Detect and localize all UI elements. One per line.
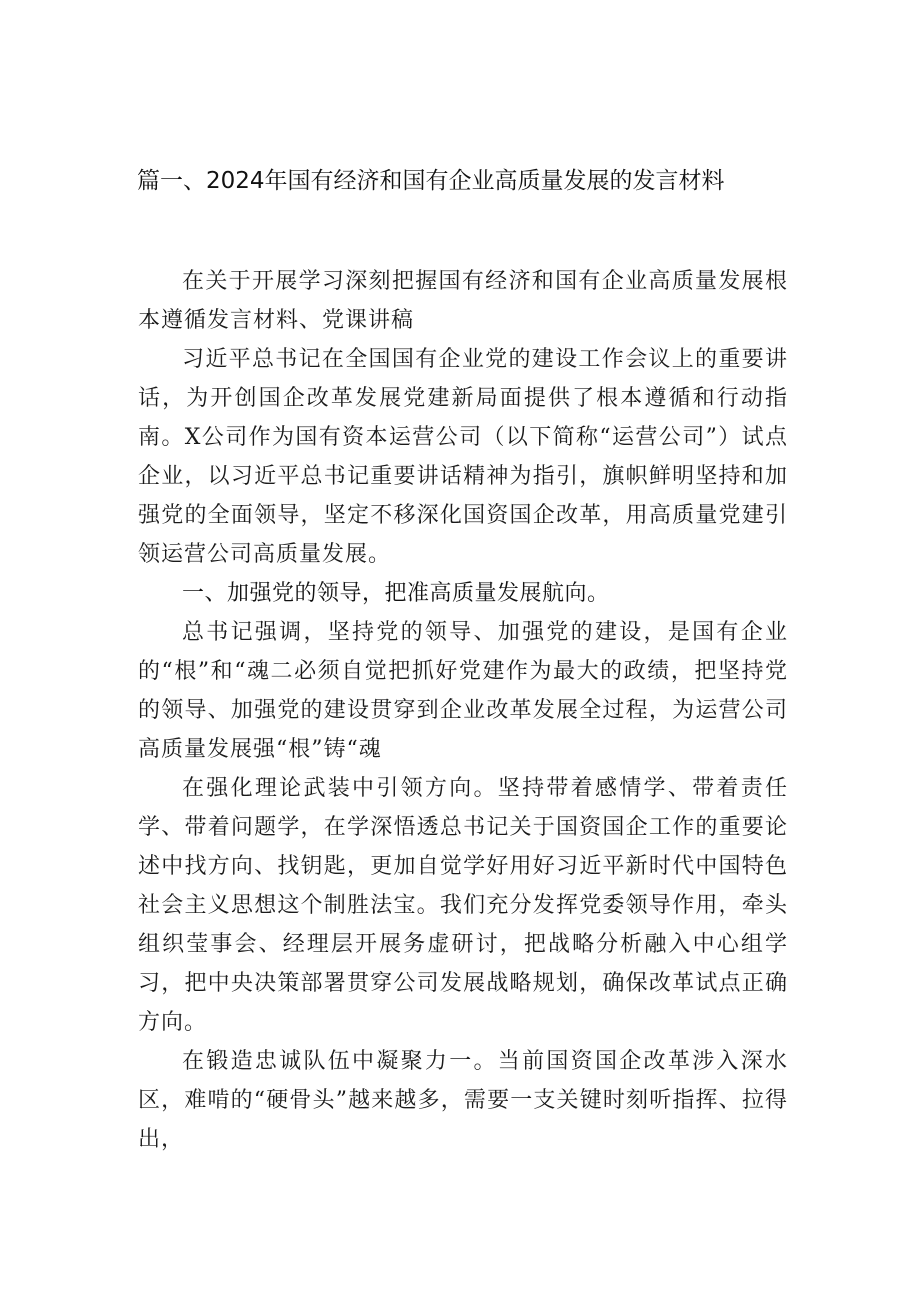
body-paragraph: 在锻造忠诚队伍中凝聚力一。当前国资国企改革涉入深水区，难啃的“硬骨头”越来越多，需要一支关键时刻听指挥、拉得出， <box>138 1049 788 1152</box>
document-title: 篇一、2024年国有经济和国有企业高质量发展的发言材料 <box>137 168 725 194</box>
body-paragraph: 在强化理论武装中引领方向。坚持带着感情学、带着责任学、带着问题学，在学深悟透总书记关于国资国企工作的重要论述中找方向、找钥匙，更加自觉学好用好习近平新时代中国特色社会主义思想这个制胜法宝。我们充分发挥党委领导作用，牵头组织莹事会、经理层开展务虚研讨，把战略分析融入中心组学习，把中央决策部署贯穿公司发展战略规划，确保改革试点正确方向。 <box>138 776 788 1035</box>
body-paragraph: 总书记强调，坚持党的领导、加强党的建设，是国有企业的“根”和“魂二必须自觉把抓好党建作为最大的政绩，把坚持党的领导、加强党的建设贯穿到企业改革发展全过程，为运营公司高质量发展强“根”铸“魂 <box>138 620 788 762</box>
body-paragraph: 习近平总书记在全国国有企业党的建设工作会议上的重要讲话，为开创国企改革发展党建新局面提供了根本遵循和行动指南。X公司作为国有资本运营公司（以下简称“运营公司”）试点企业，以习近平总书记重要讲话精神为指引，旗帜鲜明坚持和加强党的全面领导，坚定不移深化国资国企改革，用高质量党建引领运营公司高质量发展。 <box>138 347 788 567</box>
section-heading: 一、加强党的领导，把准高质量发展航向。 <box>182 581 610 606</box>
intro-paragraph: 在关于开展学习深刻把握国有经济和国有企业高质量发展根本遵循发言材料、党课讲稿 <box>138 269 788 333</box>
document-body <box>138 262 788 1159</box>
